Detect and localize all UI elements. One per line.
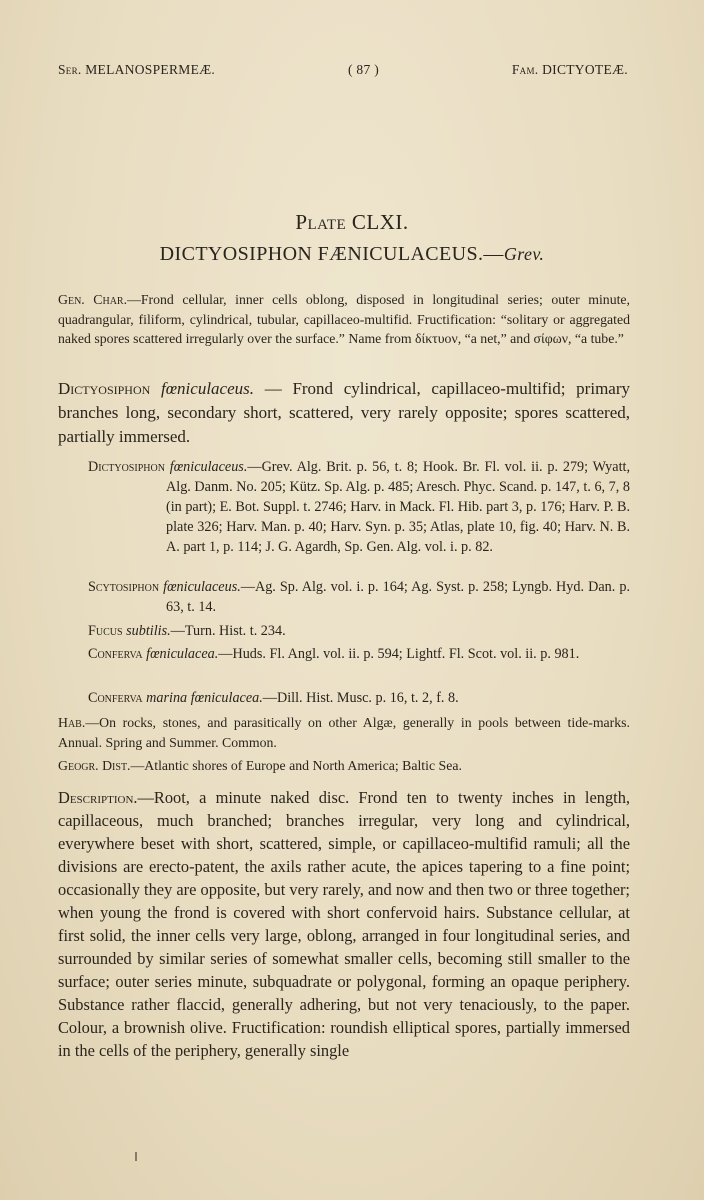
synonym-refs: —Dill. Hist. Musc. p. 16, t. 2, f. 8. bbox=[262, 690, 459, 706]
gen-char-label: Gen. Char. bbox=[58, 292, 128, 307]
lead-text: — Frond cylindrical, capillaceo-multifid; primary branches long, secondary short, scattered, very rarely opposite; spores scattered, partially immersed. bbox=[58, 379, 630, 446]
synonym-entry bbox=[88, 644, 630, 664]
generic-character bbox=[58, 290, 630, 349]
page-number: ( 87 ) bbox=[347, 62, 379, 77]
synonym-entry bbox=[88, 577, 630, 617]
lead-genus: Dictyosiphon bbox=[58, 379, 151, 398]
gen-char-text: —Frond cellular, inner cells oblong, disposed in longitudinal series; outer minute, quadrangular, filiform, cylindrical, tubular, capillaceo-multifid. Fructification: “solitary or aggregated naked spores scattered irregularly over the surface.” Name from δίκτυον, “a net,” and σίφων, “a tube.” bbox=[58, 292, 630, 346]
synonym-refs: —Ag. Sp. Alg. vol. i. p. 164; Ag. Syst. p. 258; Lyngb. Hyd. Dan. p. 63, t. 14. bbox=[166, 579, 631, 615]
synonym-species: fœniculacea. bbox=[146, 646, 219, 662]
hab-text: —On rocks, stones, and parasitically on other Algæ, generally in pools between tide-marks. Annual. Spring and Summer. Common. bbox=[58, 715, 630, 750]
description-label: Description. bbox=[58, 788, 138, 807]
hab-label: Hab. bbox=[58, 715, 86, 730]
running-header bbox=[58, 62, 628, 78]
synonym-refs: —Turn. Hist. t. 234. bbox=[170, 623, 286, 639]
species-diagnosis bbox=[58, 377, 630, 449]
synonym-species: fœniculaceus. bbox=[169, 459, 248, 475]
species-name: DICTYOSIPHON FÆNICULACEUS.— bbox=[159, 243, 504, 265]
synonym-species: subtilis. bbox=[126, 623, 171, 639]
synonym-species: marina fœniculacea. bbox=[146, 690, 263, 706]
synonym-genus: Scytosiphon bbox=[88, 579, 160, 595]
species-title bbox=[0, 243, 704, 266]
synonym-genus: Fucus bbox=[88, 623, 123, 639]
synonym-genus: Conferva bbox=[88, 690, 143, 706]
synonym-entry bbox=[88, 621, 630, 641]
synonym-refs: —Huds. Fl. Angl. vol. ii. p. 594; Lightf. Fl. Scot. vol. ii. p. 981. bbox=[218, 646, 580, 662]
ink-mark bbox=[135, 1152, 137, 1161]
synonym-refs: —Grev. Alg. Brit. p. 56, t. 8; Hook. Br. Fl. vol. ii. p. 279; Wyatt, Alg. Danm. No. 205; Kütz. Sp. Alg. p. 485; Aresch. Phyc. Scand. p. 147, t. 6, 7, 8 (in part); E. Bot. Suppl. t. 2746; Harv. in Mack. Fl. Hib. part 3, p. 176; Harv. P. B. plate 326; Harv. Man. p. 40; Harv. Syn. p. 35; Atlas, plate 10, fig. 40; Harv. N. B. A. part 1, p. 114; J. G. Agardh, Sp. Gen. Alg. vol. i. p. 82. bbox=[166, 459, 631, 555]
synonym-species: fœniculaceus. bbox=[163, 579, 241, 595]
lead-species: fœniculaceus. bbox=[161, 379, 255, 398]
habitat bbox=[58, 713, 630, 753]
geogr-text: —Atlantic shores of Europe and North America; Baltic Sea. bbox=[130, 758, 462, 773]
description-text: —Root, a minute naked disc. Frond ten to twenty inches in length, capillaceous, much branched; branches irregular, very long and cylindrical, everywhere beset with short, scattered, simple, or capillaceo-multifid ramuli; all the divisions are erecto-patent, the axils rather acute, the apices tapering to a fine point; occasionally they are opposite, but very rarely, and now and then two or three together; when young the frond is covered with short confervoid hairs. Substance cellular, at first solid, the inner cells very large, oblong, arranged in four longitudinal series, and surrounded by similar series of somewhat smaller cells, becoming still smaller to the surface; outer series minute, subquadrate or polygonal, forming an opaque periphery. Substance rather flaccid, generally adhering, but not very tenaciously, to the paper. Colour, a brownish olive. Fructification: roundish elliptical spores, partially immersed in the cells of the periphery, generally single bbox=[58, 788, 630, 1060]
synonym-genus: Dictyosiphon bbox=[88, 459, 165, 475]
header-series: Ser. MELANOSPERMEÆ. bbox=[58, 62, 216, 77]
geographic-distribution bbox=[58, 756, 630, 776]
species-author: Grev. bbox=[503, 244, 545, 264]
plate-title: Plate CLXI. bbox=[295, 210, 409, 234]
geogr-label: Geogr. Dist. bbox=[58, 758, 131, 773]
description bbox=[58, 786, 630, 1062]
header-family: Fam. DICTYOTEÆ. bbox=[511, 62, 628, 77]
synonym-genus: Conferva bbox=[88, 646, 143, 662]
synonym-entry bbox=[88, 457, 630, 557]
synonym-entry bbox=[88, 688, 630, 708]
